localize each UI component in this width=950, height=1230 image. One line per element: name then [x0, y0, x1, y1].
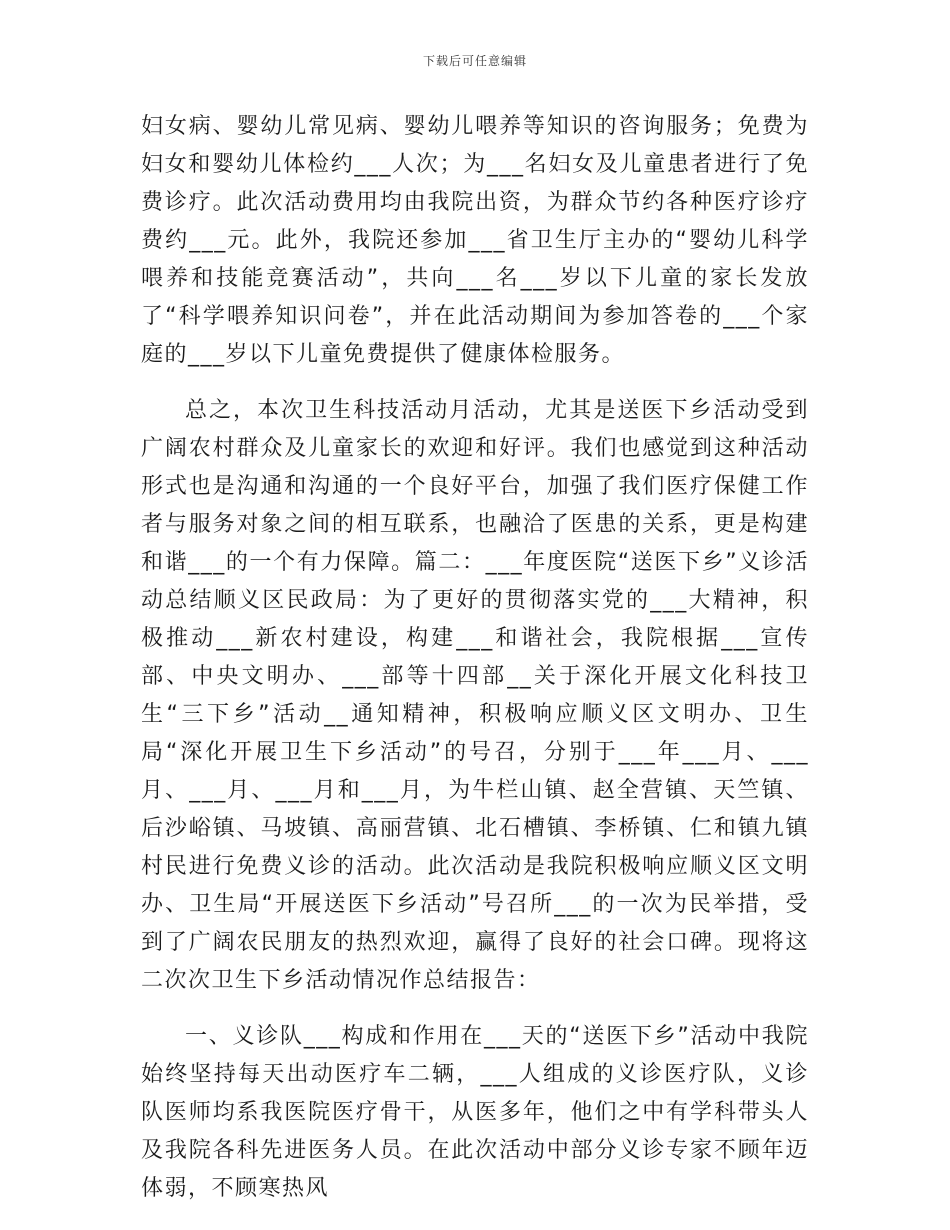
paragraph-1: 妇女病、婴幼儿常见病、婴幼儿喂养等知识的咨询服务；免费为妇女和婴幼儿体检约___人次；为___名妇女及儿童患者进行了免费诊疗。此次活动费用均由我院出资，为群众节约各种医疗诊疗费约___元。此外，我院还参加___省卫生厅主办的“婴幼儿科学喂养和技能竞赛活动”，共向___名___岁以下儿童的家长发放了“科学喂养知识问卷”，并在此活动期间为参加答卷的___个家庭的___岁以下儿童免费提供了健康体检服务。 — [141, 114, 809, 367]
paragraph-gap — [141, 1000, 809, 1018]
page-header: 下载后可任意编辑 — [422, 54, 527, 68]
paragraph-gap — [141, 374, 809, 392]
paragraph-3: 一、义诊队___构成和作用在___天的“送医下乡”活动中我院始终坚持每天出动医疗车二辆，___人组成的义诊医疗队，义诊队医师均系我医院医疗骨干，从医多年，他们之中有学科带头人及我院各科先进医务人员。在此次活动中部分义诊专家不顾年迈体弱，不顾寒热风 — [141, 1024, 809, 1201]
document-body — [141, 108, 809, 1208]
paragraph-2: 总之，本次卫生科技活动月活动，尤其是送医下乡活动受到广阔农村群众及儿童家长的欢迎和好评。我们也感觉到这种活动形式也是沟通和沟通的一个良好平台，加强了我们医疗保健工作者与服务对象之间的相互联系，也融洽了医患的关系，更是构建和谐___的一个有力保障。篇二：___年度医院“送医下乡”义诊活动总结顺义区民政局：为了更好的贯彻落实党的___大精神，积极推动___新农村建设，构建___和谐社会，我院根据___宣传部、中央文明办、___部等十四部__关于深化开展文化科技卫生“三下乡”活动__通知精神，积极响应顺义区文明办、卫生局“深化开展卫生下乡活动”的号召，分别于___年___月、___月、___月、___月和___月，为牛栏山镇、赵全营镇、天竺镇、后沙峪镇、马坡镇、高丽营镇、北石槽镇、李桥镇、仁和镇九镇村民进行免费义诊的活动。此次活动是我院积极响应顺义区文明办、卫生局“开展送医下乡活动”号召所___的一次为民举措，受到了广阔农民朋友的热烈欢迎，赢得了良好的社会口碑。现将这二次次卫生下乡活动情况作总结报告： — [141, 398, 809, 993]
